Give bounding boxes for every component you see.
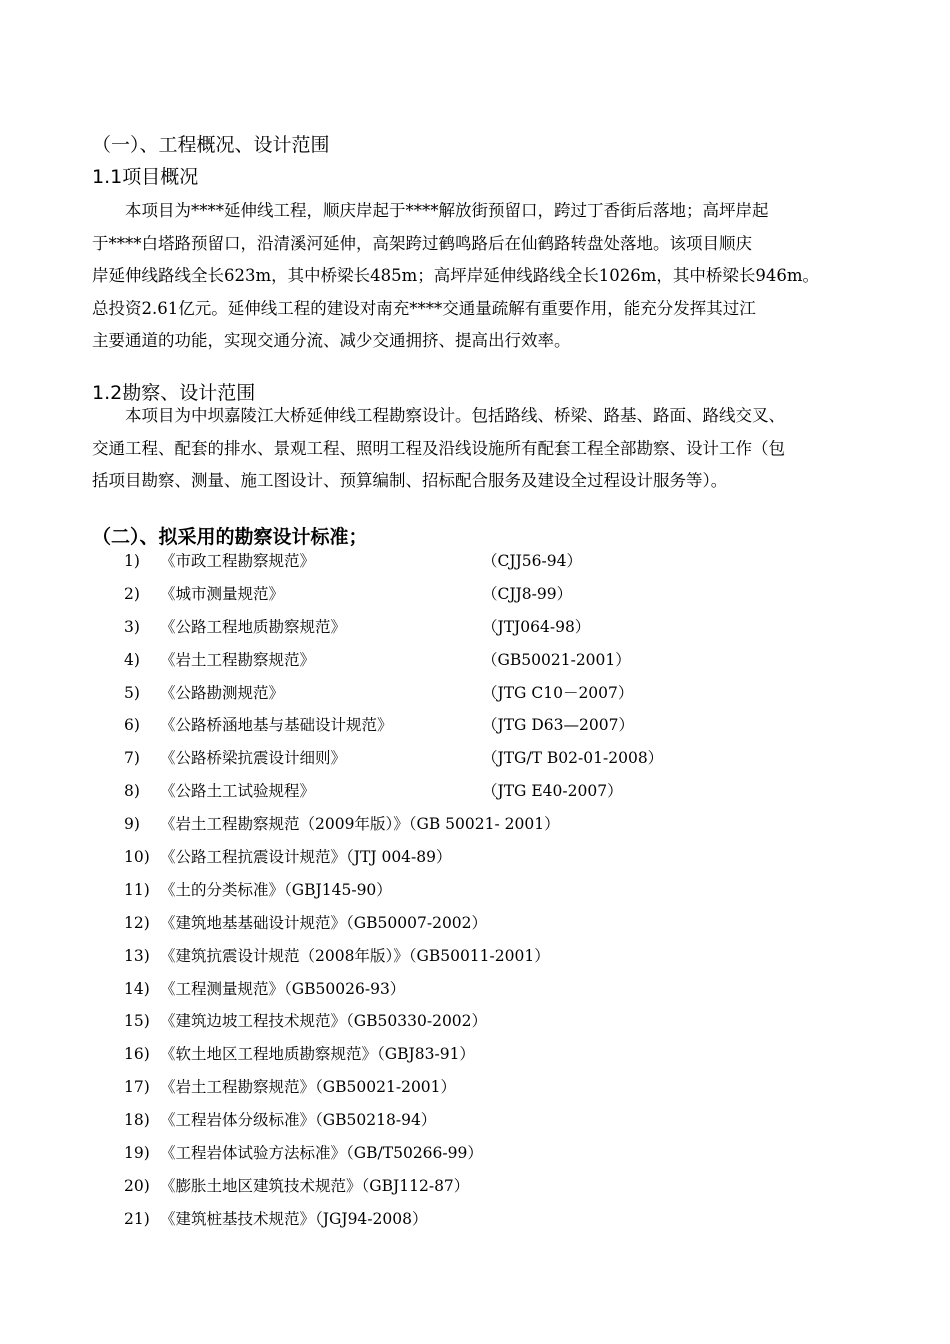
item-number: 9) — [124, 815, 140, 834]
standard-title: 《工程岩体分级标准》 — [160, 1111, 316, 1130]
standard-code: （GB 50021- 2001） — [408, 815, 560, 834]
standard-code: （GBJ83-91） — [377, 1045, 475, 1064]
list-item — [124, 1005, 844, 1038]
list-item — [124, 1071, 844, 1104]
item-number: 17) — [124, 1078, 150, 1097]
paragraph-line: 括项目勘察、测量、施工图设计、预算编制、招标配合服务及建设全过程设计服务等）。 — [92, 471, 728, 490]
list-item — [124, 644, 844, 677]
subsection-1-2-heading: 1.2勘察、设计范围 — [92, 382, 256, 404]
item-number: 10) — [124, 848, 150, 867]
standard-code: （JGJ94-2008） — [315, 1209, 428, 1228]
standard-code: （GB50021-2001） — [315, 1078, 457, 1097]
list-item — [124, 874, 844, 907]
standard-title: 《城市测量规范》 — [160, 584, 285, 603]
list-item — [124, 611, 844, 644]
section-1-heading: （一）、工程概况、设计范围 — [92, 134, 330, 156]
standard-title: 《工程岩体试验方法标准》 — [160, 1144, 347, 1163]
standard-code: （CJJ8-99） — [482, 584, 573, 603]
list-item — [124, 1038, 844, 1071]
item-number: 12) — [124, 913, 150, 932]
item-number: 6) — [124, 716, 140, 735]
standard-title: 《建筑边坡工程技术规范》 — [160, 1012, 347, 1031]
list-item — [124, 677, 844, 710]
standard-code: （GB50218-94） — [315, 1111, 437, 1130]
standard-code: （GB50007-2002） — [346, 913, 488, 932]
item-number: 7) — [124, 749, 140, 768]
standard-title: 《岩土工程勘察规范（2009年版）》 — [160, 815, 409, 834]
item-number: 20) — [124, 1176, 150, 1195]
item-number: 14) — [124, 979, 150, 998]
list-item — [124, 841, 844, 874]
standard-title: 《建筑抗震设计规范（2008年版）》 — [160, 946, 409, 965]
standards-list — [124, 545, 844, 1236]
subsection-1-1-heading: 1.1项目概况 — [92, 166, 199, 188]
standard-title: 《公路土工试验规程》 — [160, 782, 316, 801]
item-number: 18) — [124, 1111, 150, 1130]
project-overview-paragraph — [92, 195, 862, 358]
item-number: 11) — [124, 880, 150, 899]
standard-code: （JTG/T B02-01-2008） — [482, 749, 664, 768]
standard-title: 《建筑桩基技术规范》 — [160, 1209, 316, 1228]
paragraph-line: 于****白塔路预留口，沿清溪河延伸，高架跨过鹤鸣路后在仙鹤路转盘处落地。该项目顺庆 — [92, 233, 752, 253]
standard-title: 《工程测量规范》 — [160, 979, 285, 998]
standard-code: （JTG C10－2007） — [482, 683, 634, 702]
list-item — [124, 1104, 844, 1137]
list-item — [124, 973, 844, 1006]
paragraph-line: 总投资2.61亿元。延伸线工程的建设对南充****交通量疏解有重要作用，能充分发挥其过江 — [92, 298, 756, 318]
list-item — [124, 545, 844, 578]
paragraph-line: 交通工程、配套的排水、景观工程、照明工程及沿线设施所有配套工程全部勘察、设计工作（包 — [92, 438, 785, 458]
list-item — [124, 1170, 844, 1203]
list-item — [124, 578, 844, 611]
standard-title: 《膨胀土地区建筑技术规范》 — [160, 1176, 362, 1195]
standard-code: （GB50011-2001） — [408, 946, 550, 965]
standard-code: （CJJ56-94） — [482, 552, 582, 570]
standard-title: 《公路工程抗震设计规范》 — [160, 848, 347, 867]
item-number: 19) — [124, 1144, 150, 1163]
item-number: 13) — [124, 946, 150, 965]
list-item — [124, 808, 844, 841]
standard-title: 《公路桥涵地基与基础设计规范》 — [160, 716, 393, 735]
item-number: 1) — [124, 552, 140, 570]
item-number: 4) — [124, 650, 140, 669]
scope-paragraph — [92, 400, 862, 498]
standard-code: （JTG E40-2007） — [482, 782, 623, 801]
standard-code: （JTJ064-98） — [482, 617, 591, 636]
list-item — [124, 907, 844, 940]
standard-title: 《建筑地基基础设计规范》 — [160, 913, 347, 932]
item-number: 15) — [124, 1012, 150, 1031]
section-2-heading: （二）、拟采用的勘察设计标准； — [92, 526, 368, 548]
standard-code: （GBJ112-87） — [361, 1176, 470, 1195]
standard-title: 《公路工程地质勘察规范》 — [160, 617, 347, 636]
paragraph-line: 岸延伸线路线全长623m，其中桥梁长485m；高坪岸延伸线路线全长1026m，其中桥梁长946m。 — [92, 266, 820, 285]
standard-title: 《市政工程勘察规范》 — [160, 552, 316, 570]
list-item — [124, 775, 844, 808]
paragraph-line: 本项目为中坝嘉陵江大桥延伸线工程勘察设计。包括路线、桥梁、路基、路面、路线交叉、 — [125, 406, 785, 425]
standard-title: 《岩土工程勘察规范》 — [160, 650, 316, 669]
item-number: 5) — [124, 683, 140, 702]
paragraph-line: 本项目为****延伸线工程，顺庆岸起于****解放街预留口，跨过丁香街后落地；高坪岸起 — [125, 201, 769, 220]
paragraph-line: 主要通道的功能，实现交通分流、减少交通拥挤、提高出行效率。 — [92, 331, 571, 350]
standard-code: （GBJ145-90） — [284, 880, 392, 899]
standard-code: （GB50021-2001） — [482, 650, 631, 669]
standard-code: （JTG D63—2007） — [482, 716, 634, 735]
list-item — [124, 742, 844, 775]
standard-title: 《公路桥梁抗震设计细则》 — [160, 749, 347, 768]
standard-title: 《土的分类标准》 — [160, 880, 285, 899]
list-item — [124, 1203, 844, 1236]
list-item — [124, 709, 844, 742]
standard-code: （GB/T50266-99） — [346, 1144, 483, 1163]
item-number: 3) — [124, 617, 140, 636]
standard-title: 《公路勘测规范》 — [160, 683, 285, 702]
standard-title: 《岩土工程勘察规范》 — [160, 1078, 316, 1097]
item-number: 8) — [124, 782, 140, 801]
standard-code: （GB50330-2002） — [346, 1012, 488, 1031]
standard-code: （JTJ 004-89） — [346, 848, 452, 867]
standard-title: 《软土地区工程地质勘察规范》 — [160, 1045, 378, 1064]
item-number: 16) — [124, 1045, 150, 1064]
standard-code: （GB50026-93） — [284, 979, 406, 998]
list-item — [124, 1137, 844, 1170]
list-item — [124, 940, 844, 973]
item-number: 21) — [124, 1209, 150, 1228]
item-number: 2) — [124, 584, 140, 603]
